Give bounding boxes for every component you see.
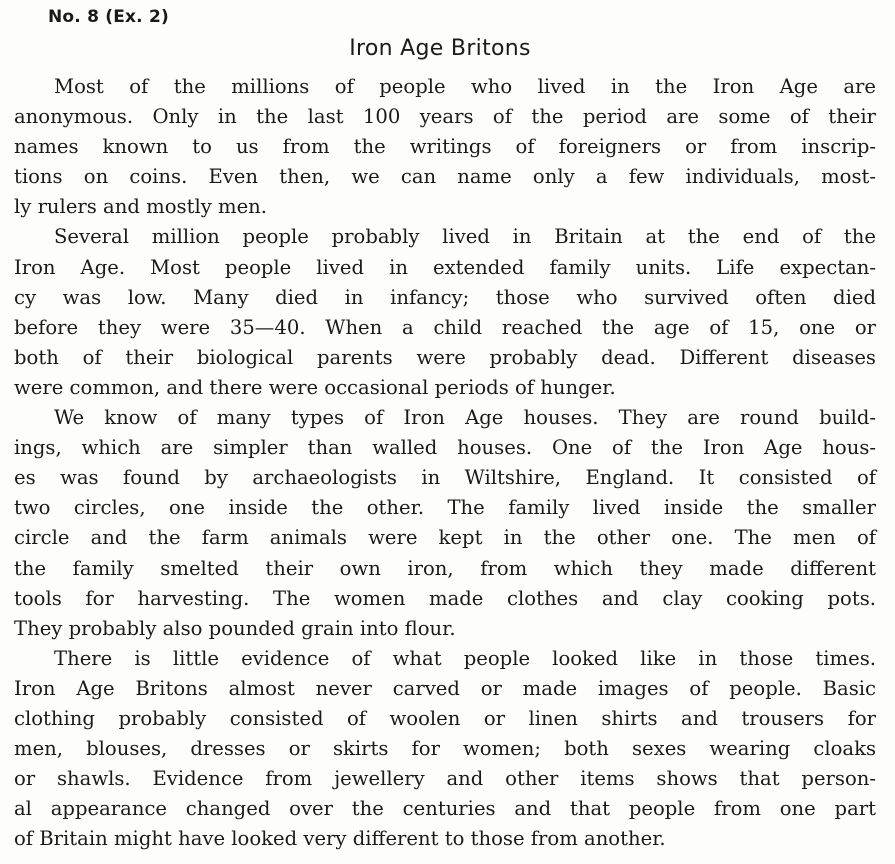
text-line: two circles, one inside the other. The family lived inside the smaller — [14, 496, 876, 520]
text-line: es was found by archaeologists in Wiltshire, England. It consisted of — [14, 466, 876, 490]
text-line: circle and the farm animals were kept in the other one. The men of — [14, 526, 876, 550]
text-line: They probably also pounded grain into flour. — [14, 616, 456, 640]
text-line: the family smelted their own iron, from which they made different — [14, 556, 876, 580]
text-line: tools for harvesting. The women made clothes and clay cooking pots. — [14, 586, 876, 610]
paragraph — [14, 644, 876, 855]
text-line: before they were 35—40. When a child reached the age of 15, one or — [14, 315, 876, 339]
paragraph — [14, 222, 876, 403]
text-line: ly rulers and mostly men. — [14, 195, 268, 219]
text-line: cy was low. Many died in infancy; those who survived often died — [14, 285, 876, 309]
article-body — [14, 72, 876, 854]
page-title: Iron Age Britons — [349, 36, 531, 61]
paragraph — [14, 72, 876, 222]
text-line: tions on coins. Even then, we can name only a few individuals, most- — [14, 165, 876, 189]
text-line: anonymous. Only in the last 100 years of the period are some of their — [14, 105, 876, 129]
text-line: were common, and there were occasional periods of hunger. — [14, 375, 616, 399]
text-line: Most of the millions of people who lived in the Iron Age are — [54, 75, 876, 98]
text-line: al appearance changed over the centuries and that people from one part — [14, 797, 876, 821]
text-line: or shawls. Evidence from jewellery and other items shows that person- — [14, 767, 876, 791]
text-line: Iron Age Britons almost never carved or made images of people. Basic — [14, 676, 876, 700]
text-line: of Britain might have looked very different to those from another. — [14, 827, 666, 851]
text-line: ings, which are simpler than walled houses. One of the Iron Age hous- — [14, 436, 876, 460]
exercise-label: No. 8 (Ex. 2) — [48, 7, 169, 27]
text-line: clothing probably consisted of woolen or linen shirts and trousers for — [14, 706, 876, 730]
text-line: Iron Age. Most people lived in extended family units. Life expectan- — [14, 255, 876, 279]
text-line: men, blouses, dresses or skirts for women; both sexes wearing cloaks — [14, 737, 876, 761]
text-line: both of their biological parents were probably dead. Different diseases — [14, 345, 876, 369]
paragraph — [14, 403, 876, 644]
text-line: We know of many types of Iron Age houses. They are round build- — [54, 406, 876, 430]
text-line: There is little evidence of what people looked like in those times. — [54, 646, 876, 670]
text-line: Several million people probably lived in Britain at the end of the — [54, 225, 876, 249]
text-line: names known to us from the writings of foreigners or from inscrip- — [14, 135, 876, 159]
